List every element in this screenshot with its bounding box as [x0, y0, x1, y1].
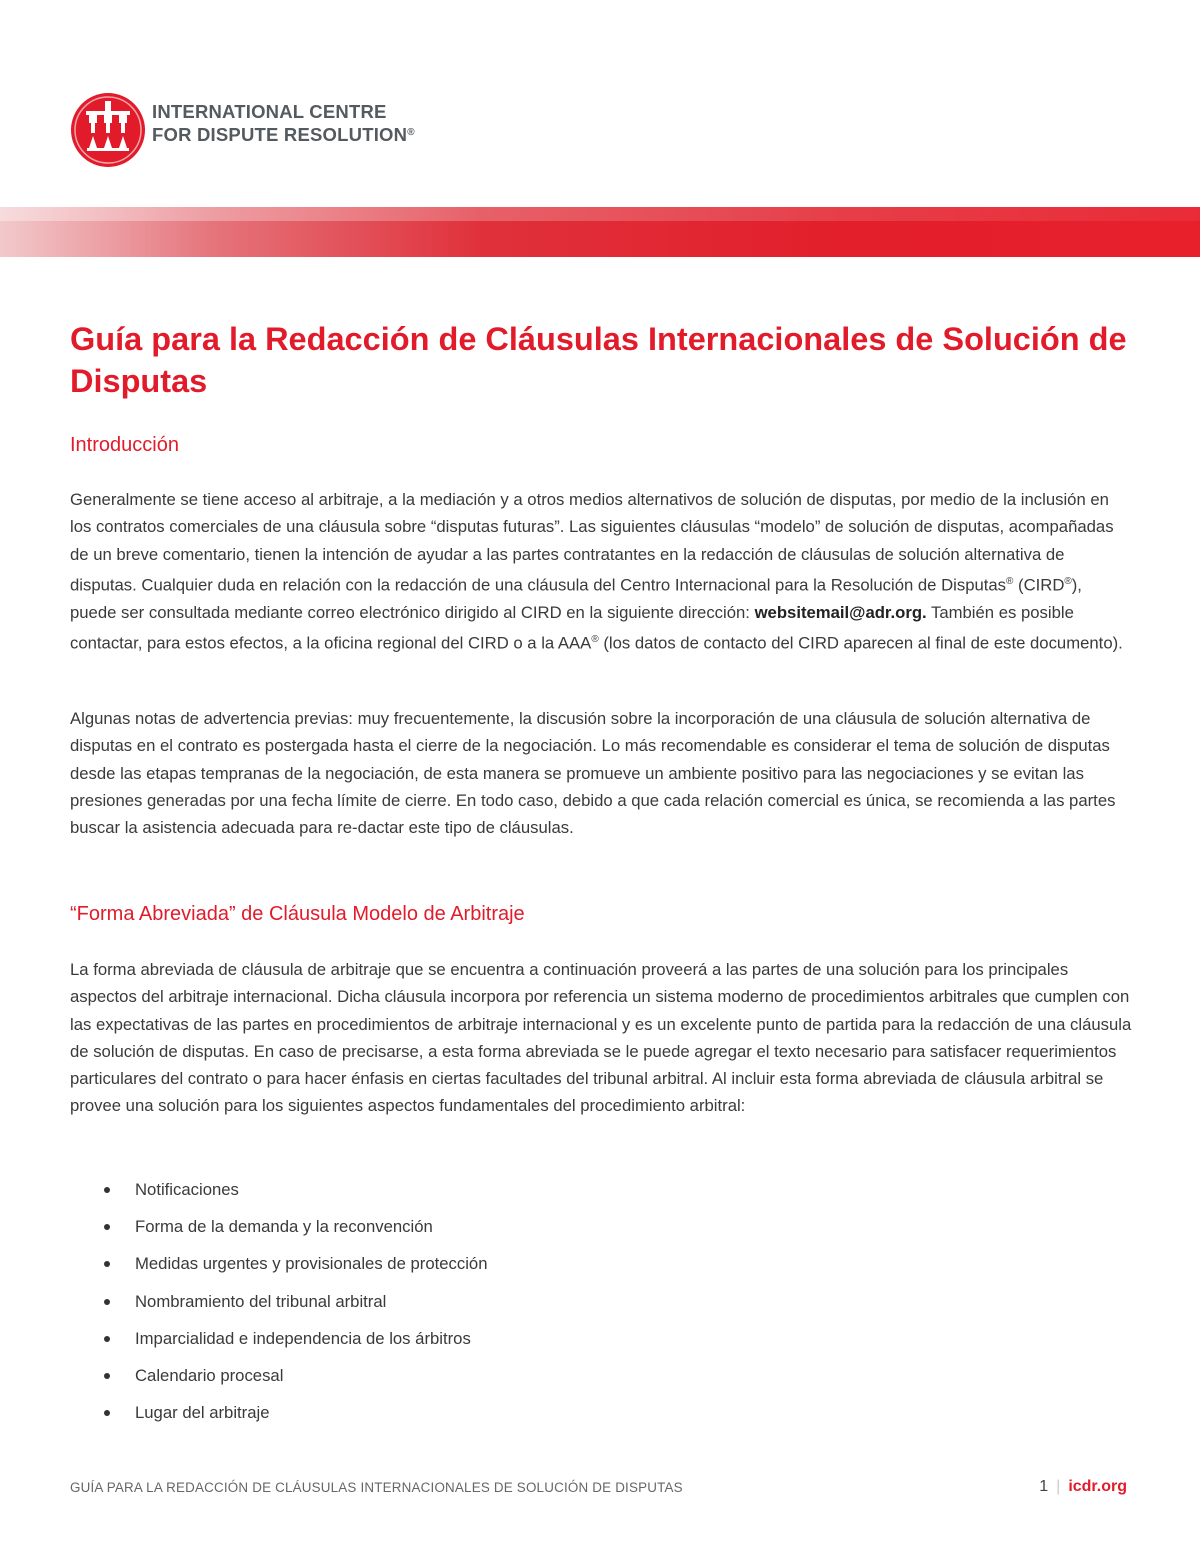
- section-paragraph: La forma abreviada de cláusula de arbitraje que se encuentra a continuación proveerá a las partes de una solución para los principales aspectos del arbitraje internacional. Dicha cláusula incorpora por referencia un sistema moderno de procedimientos arbitrales que cumplen con las expectativas de las partes en procedimientos de arbitraje internacional y es un excelente punto de partida para la redacción de una cláusula de solución de disputas. En caso de precisarse, a esta forma abreviada se le puede agregar el texto necesario para satisfacer requerimientos particulares del contrato o para hacer énfasis en ciertas facultades del tribunal arbitral. Al incluir esta forma abreviada de cláusula arbitral se provee una solución para los siguientes aspectos fundamentales del procedimiento arbitral:: [70, 960, 1132, 1116]
- intro-paragraph-1: Generalmente se tiene acceso al arbitraje, a la mediación y a otros medios alternativos de solución de disputas, por medio de la inclusión en los contratos comerciales de una cláusula sobre “disputas futuras”. Las siguientes cláusulas “modelo” de solución de disputas, acompañadas de un breve comentario, tienen la intención de ayudar a las partes contratantes en la redacción de cláusulas de solución alternativa de disputas. Cualquier duda en relación con la redacción de una cláusula del Centro Internacional para la Resolución de Disputas® (CIRD®), puede ser consultada mediante correo electrónico dirigido al CIRD en la siguiente dirección: websitemail@adr.org. También es posible contactar, para estos efectos, a la oficina regional del CIRD o a la AAA® (los datos de contacto del CIRD aparecen al final de este documento).: [70, 490, 1123, 653]
- footer-document-title: GUÍA PARA LA REDACCIÓN DE CLÁUSULAS INTERNACIONALES DE SOLUCIÓN DE DISPUTAS: [70, 1480, 683, 1495]
- logo-wordmark: [152, 100, 415, 146]
- footer-separator: |: [1056, 1478, 1061, 1495]
- intro-paragraph-2: Algunas notas de advertencia previas: muy frecuentemente, la discusión sobre la incorporación de una cláusula de solución alternativa de disputas en el contrato es postergada hasta el cierre de la negociación. Lo más recomendable es considerar el tema de solución de disputas desde las etapas tempranas de la negociación, de esta manera se promueve un ambiente positivo para las negociaciones y se evitan las presiones generadas por una fecha límite de cierre. En todo caso, debido a que cada relación comercial es única, se recomienda a las partes buscar la asistencia adecuada para re-dactar este tipo de cláusulas.: [70, 709, 1116, 838]
- icdr-emblem-icon: [70, 92, 146, 168]
- list-item: Forma de la demanda y la reconvención: [70, 1212, 488, 1249]
- red-banner: [0, 207, 1200, 257]
- list-item: Calendario procesal: [70, 1361, 488, 1398]
- list-item: Medidas urgentes y provisionales de protección: [70, 1249, 488, 1286]
- footer-pagination: [1039, 1478, 1127, 1496]
- list-item: Nombramiento del tribunal arbitral: [70, 1287, 488, 1324]
- icdr-logo: [70, 92, 430, 172]
- page-number: 1: [1039, 1478, 1049, 1495]
- site-link[interactable]: icdr.org: [1068, 1478, 1127, 1495]
- list-item: Lugar del arbitraje: [70, 1398, 488, 1435]
- logo-line-1: INTERNATIONAL CENTRE: [152, 101, 387, 122]
- aspects-list: [70, 1175, 488, 1435]
- page-title: Guía para la Redacción de Cláusulas Internacionales de Solución de Disputas: [70, 321, 1127, 399]
- logo-line-2: FOR DISPUTE RESOLUTION®: [152, 124, 415, 145]
- intro-heading: Introducción: [70, 434, 179, 456]
- section-heading: “Forma Abreviada” de Cláusula Modelo de Arbitraje: [70, 903, 525, 925]
- list-item: Imparcialidad e independencia de los árbitros: [70, 1324, 488, 1361]
- contact-email-link[interactable]: websitemail@adr.org.: [754, 602, 927, 622]
- list-item: Notificaciones: [70, 1175, 488, 1212]
